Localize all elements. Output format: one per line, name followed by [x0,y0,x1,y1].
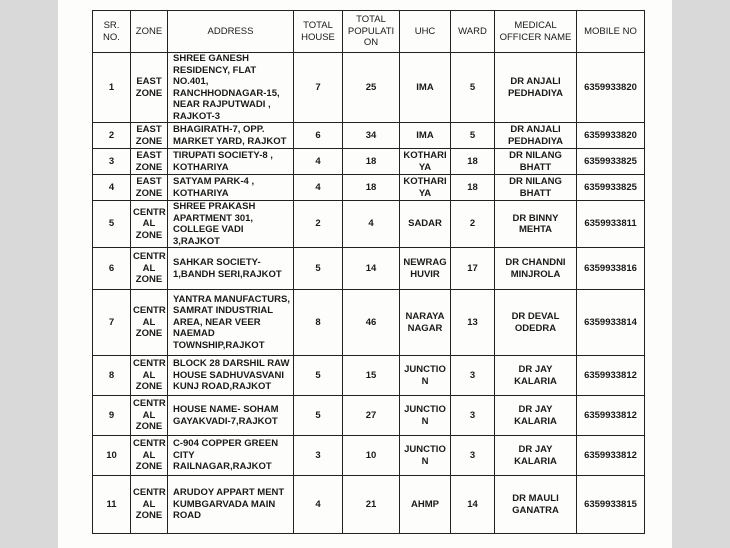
table-row [93,201,645,248]
cell-total-population: 4 [343,201,400,248]
header-ward: WARD [451,11,495,53]
cell-mobile-no: 6359933815 [577,476,645,534]
cell-ward: 13 [451,290,495,356]
cell-address: C-904 COPPER GREEN CITY RAILNAGAR,RAJKOT [168,436,294,476]
cell-total-house: 2 [294,201,343,248]
cell-ward: 14 [451,476,495,534]
cell-sr-no: 2 [93,123,131,149]
header-sr-no: SR. NO. [93,11,131,53]
cell-zone: CENTR AL ZONE [131,396,168,436]
cell-uhc: KOTHARI YA [400,175,451,201]
cell-total-house: 5 [294,248,343,290]
cell-total-house: 8 [294,290,343,356]
table-row [93,248,645,290]
cell-uhc: NARAYA NAGAR [400,290,451,356]
cell-mobile-no: 6359933816 [577,248,645,290]
cell-ward: 5 [451,53,495,123]
cell-uhc: SADAR [400,201,451,248]
cell-sr-no: 6 [93,248,131,290]
cell-uhc: JUNCTIO N [400,356,451,396]
cell-medical-officer: DR ANJALI PEDHADIYA [495,123,577,149]
cell-mobile-no: 6359933811 [577,201,645,248]
cell-zone: EAST ZONE [131,53,168,123]
table-row [93,356,645,396]
cell-total-house: 5 [294,356,343,396]
cell-sr-no: 3 [93,149,131,175]
cell-ward: 5 [451,123,495,149]
cell-sr-no: 9 [93,396,131,436]
cell-sr-no: 1 [93,53,131,123]
cell-ward: 2 [451,201,495,248]
cell-sr-no: 11 [93,476,131,534]
cell-medical-officer: DR CHANDNI MINJROLA [495,248,577,290]
cell-uhc: IMA [400,53,451,123]
table-row [93,290,645,356]
cell-total-house: 6 [294,123,343,149]
cell-ward: 18 [451,149,495,175]
cell-zone: CENTR AL ZONE [131,476,168,534]
header-total-population: TOTAL POPULATI ON [343,11,400,53]
cell-medical-officer: DR DEVAL ODEDRA [495,290,577,356]
cell-zone: CENTR AL ZONE [131,248,168,290]
cell-medical-officer: DR JAY KALARIA [495,356,577,396]
cell-mobile-no: 6359933825 [577,175,645,201]
cell-zone: CENTR AL ZONE [131,201,168,248]
table-row [93,396,645,436]
cell-address: BHAGIRATH-7, OPP. MARKET YARD, RAJKOT [168,123,294,149]
cell-mobile-no: 6359933814 [577,290,645,356]
cell-mobile-no: 6359933820 [577,123,645,149]
cell-ward: 3 [451,436,495,476]
cell-uhc: JUNCTIO N [400,396,451,436]
cell-sr-no: 8 [93,356,131,396]
cell-uhc: KOTHARI YA [400,149,451,175]
cell-total-house: 4 [294,149,343,175]
cell-ward: 17 [451,248,495,290]
cell-medical-officer: DR JAY KALARIA [495,436,577,476]
cell-uhc: IMA [400,123,451,149]
cell-medical-officer: DR JAY KALARIA [495,396,577,436]
cell-address: ARUDOY APPART MENT KUMBGARVADA MAIN ROAD [168,476,294,534]
cell-zone: EAST ZONE [131,123,168,149]
table-row [93,436,645,476]
cell-ward: 3 [451,396,495,436]
cell-uhc: NEWRAG HUVIR [400,248,451,290]
cell-sr-no: 4 [93,175,131,201]
table-row [93,53,645,123]
cell-address: SAHKAR SOCIETY- 1,BANDH SERI,RAJKOT [168,248,294,290]
patients-table [92,10,645,534]
cell-mobile-no: 6359933812 [577,356,645,396]
cell-zone: CENTR AL ZONE [131,356,168,396]
cell-total-house: 5 [294,396,343,436]
cell-address: TIRUPATI SOCIETY-8 , KOTHARIYA [168,149,294,175]
cell-total-population: 14 [343,248,400,290]
cell-address: SATYAM PARK-4 , KOTHARIYA [168,175,294,201]
cell-medical-officer: DR NILANG BHATT [495,149,577,175]
cell-total-population: 10 [343,436,400,476]
table-row [93,123,645,149]
header-medical-officer: MEDICAL OFFICER NAME [495,11,577,53]
cell-uhc: JUNCTIO N [400,436,451,476]
cell-zone: EAST ZONE [131,149,168,175]
cell-total-house: 4 [294,175,343,201]
cell-mobile-no: 6359933825 [577,149,645,175]
cell-medical-officer: DR NILANG BHATT [495,175,577,201]
cell-total-population: 15 [343,356,400,396]
cell-total-population: 27 [343,396,400,436]
header-uhc: UHC [400,11,451,53]
cell-total-house: 3 [294,436,343,476]
table-row [93,476,645,534]
cell-zone: EAST ZONE [131,175,168,201]
cell-mobile-no: 6359933820 [577,53,645,123]
cell-sr-no: 7 [93,290,131,356]
cell-total-population: 25 [343,53,400,123]
table-header-row [93,11,645,53]
cell-address: BLOCK 28 DARSHIL RAW HOUSE SADHUVASVANI KUNJ ROAD,RAJKOT [168,356,294,396]
cell-total-population: 21 [343,476,400,534]
cell-uhc: AHMP [400,476,451,534]
header-mobile-no: MOBILE NO [577,11,645,53]
cell-total-house: 4 [294,476,343,534]
cell-total-population: 18 [343,175,400,201]
cell-sr-no: 10 [93,436,131,476]
cell-zone: CENTR AL ZONE [131,290,168,356]
cell-total-population: 18 [343,149,400,175]
cell-total-population: 34 [343,123,400,149]
cell-medical-officer: DR ANJALI PEDHADIYA [495,53,577,123]
cell-mobile-no: 6359933812 [577,436,645,476]
header-address: ADDRESS [168,11,294,53]
cell-mobile-no: 6359933812 [577,396,645,436]
cell-sr-no: 5 [93,201,131,248]
table-row [93,175,645,201]
header-total-house: TOTAL HOUSE [294,11,343,53]
cell-zone: CENTR AL ZONE [131,436,168,476]
cell-total-population: 46 [343,290,400,356]
cell-address: YANTRA MANUFACTURS, SAMRAT INDUSTRIAL AREA, NEAR VEER NAEMAD TOWNSHIP,RAJKOT [168,290,294,356]
cell-address: SHREE PRAKASH APARTMENT 301, COLLEGE VADI 3,RAJKOT [168,201,294,248]
cell-total-house: 7 [294,53,343,123]
cell-medical-officer: DR BINNY MEHTA [495,201,577,248]
cell-address: SHREE GANESH RESIDENCY, FLAT NO.401, RANCHHODNAGAR-15, NEAR RAJPUTWADI , RAJKOT-3 [168,53,294,123]
table-row [93,149,645,175]
cell-ward: 3 [451,356,495,396]
cell-medical-officer: DR MAULI GANATRA [495,476,577,534]
cell-address: HOUSE NAME- SOHAM GAYAKVADI-7,RAJKOT [168,396,294,436]
header-zone: ZONE [131,11,168,53]
cell-ward: 18 [451,175,495,201]
